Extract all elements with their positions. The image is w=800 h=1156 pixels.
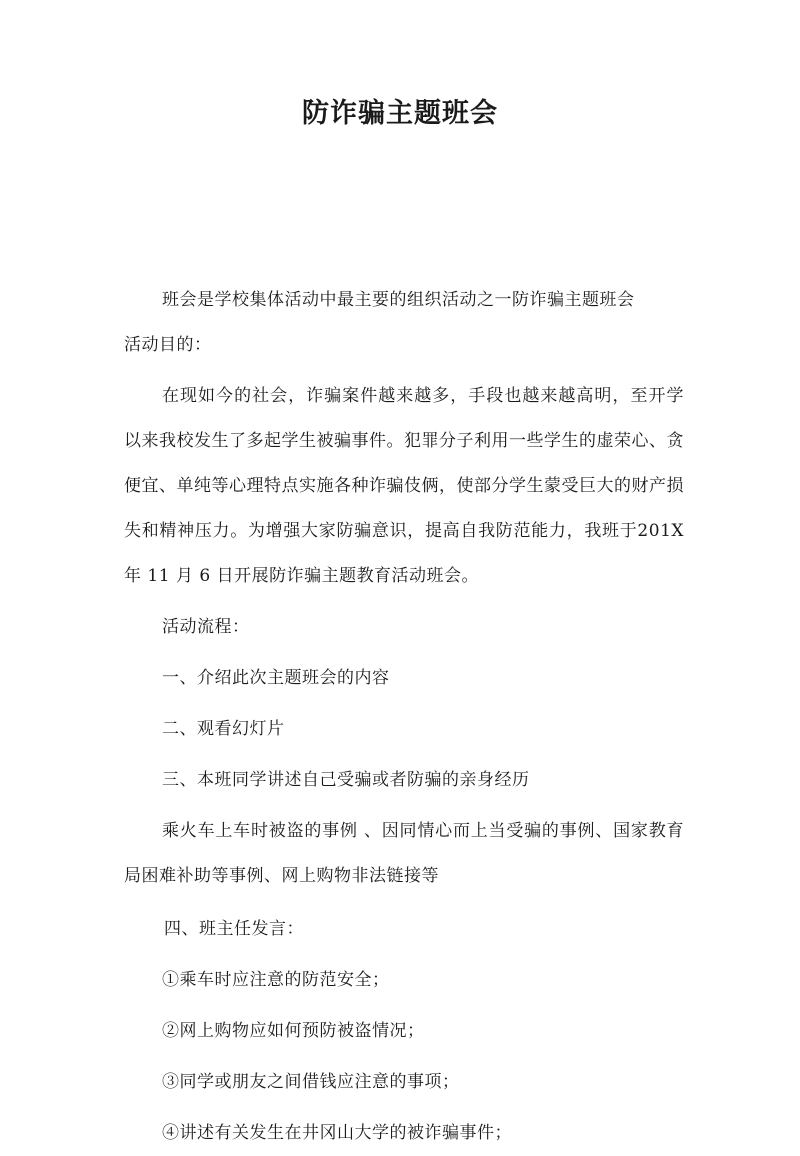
paragraph-step-3-detail: 乘火车上车时被盗的事例 、因同情心而上当受骗的事例、国家教育局困难补助等事例、网上购物非法链接等 [124, 821, 684, 886]
paragraph-process-label: 活动流程： [162, 617, 250, 637]
paragraph-purpose-label: 活动目的： [124, 335, 212, 355]
list-item-point-1: ①乘车时应注意的防范安全； [162, 970, 390, 990]
list-item-step-2: 二、观看幻灯片 [162, 719, 285, 739]
document-body [124, 278, 690, 1156]
list-item-point-4: ④讲述有关发生在井冈山大学的被诈骗事件； [162, 1123, 512, 1143]
paragraph-purpose-body: 在现如今的社会，诈骗案件越来越多，手段也越来越高明，至开学以来我校发生了多起学生被骗事件。犯罪分子利用一些学生的虚荣心、贪便宜、单纯等心理特点实施各种诈骗伎俩，使部分学生蒙受巨大的财产损失和精神压力。为增强大家防骗意识，提高自我防范能力，我班于201X 年 11 月 6 日开展防诈骗主题教育活动班会。 [124, 386, 690, 586]
list-item-point-2: ②网上购物应如何预防被盗情况； [162, 1021, 425, 1041]
paragraph-intro: 班会是学校集体活动中最主要的组织活动之一防诈骗主题班会 [162, 290, 635, 310]
list-item-step-1: 一、介绍此次主题班会的内容 [162, 668, 390, 688]
list-item-point-3: ③同学或朋友之间借钱应注意的事项； [162, 1072, 460, 1092]
list-item-step-4: 四、班主任发言： [164, 919, 304, 939]
list-item-step-3: 三、本班同学讲述自己受骗或者防骗的亲身经历 [162, 770, 530, 790]
document-title: 防诈骗主题班会 [302, 98, 498, 130]
